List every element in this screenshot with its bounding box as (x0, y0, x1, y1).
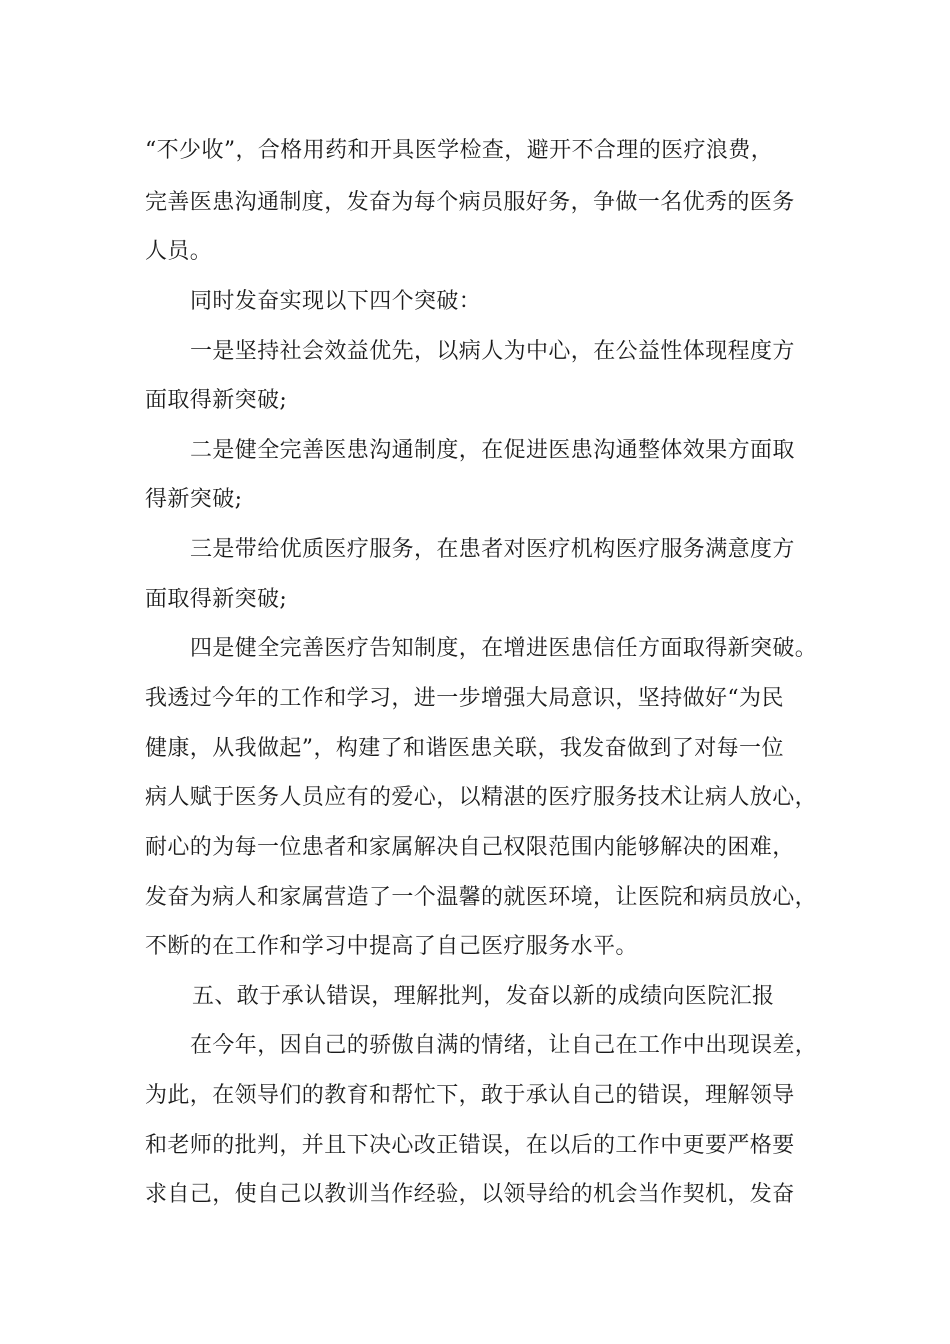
paragraph-line: 我透过今年的工作和学习，进一步增强大局意识，坚持做好“为民 (145, 686, 784, 711)
paragraph-line: 人员。 (145, 239, 213, 264)
paragraph-line: 完善医患沟通制度，发奋为每个病员服好务，争做一名优秀的医务 (145, 190, 795, 215)
paragraph-line: 和老师的批判，并且下决心改正错误，在以后的工作中更要严格要 (145, 1133, 795, 1158)
paragraph-line: 发奋为病人和家属营造了一个温馨的就医环境，让医院和病员放心， (145, 885, 818, 910)
paragraph-line: 得新突破; (145, 487, 243, 512)
paragraph-line: 面取得新突破; (145, 388, 288, 413)
paragraph-line: 面取得新突破; (145, 587, 288, 612)
paragraph-line: 三是带给优质医疗服务，在患者对医疗机构医疗服务满意度方 (190, 537, 795, 562)
paragraph-line: 健康，从我做起”，构建了和谐医患关联，我发奋做到了对每一位 (145, 736, 784, 761)
paragraph-line: 耐心的为每一位患者和家属解决自己权限范围内能够解决的困难， (145, 835, 795, 860)
section-heading: 五、敢于承认错误，理解批判，发奋以新的成绩向医院汇报 (192, 984, 775, 1009)
paragraph-line: 在今年，因自己的骄傲自满的情绪，让自己在工作中出现误差， (190, 1033, 818, 1058)
paragraph-line: 同时发奋实现以下四个突破： (190, 289, 482, 314)
paragraph-line: 不断的在工作和学习中提高了自己医疗服务水平。 (145, 934, 638, 959)
paragraph-line: 一是坚持社会效益优先，以病人为中心，在公益性体现程度方 (190, 339, 795, 364)
paragraph-line: 二是健全完善医患沟通制度，在促进医患沟通整体效果方面取 (190, 438, 795, 463)
paragraph-line: 为此，在领导们的教育和帮忙下，敢于承认自己的错误，理解领导 (145, 1083, 795, 1108)
paragraph-line: 四是健全完善医疗告知制度，在增进医患信任方面取得新突破。 (190, 636, 818, 661)
paragraph-line: 病人赋于医务人员应有的爱心，以精湛的医疗服务技术让病人放心， (145, 785, 818, 810)
paragraph-line: 求自己，使自己以教训当作经验，以领导给的机会当作契机，发奋 (145, 1182, 795, 1207)
paragraph-line: “不少收”，合格用药和开具医学检查，避开不合理的医疗浪费， (145, 138, 774, 163)
